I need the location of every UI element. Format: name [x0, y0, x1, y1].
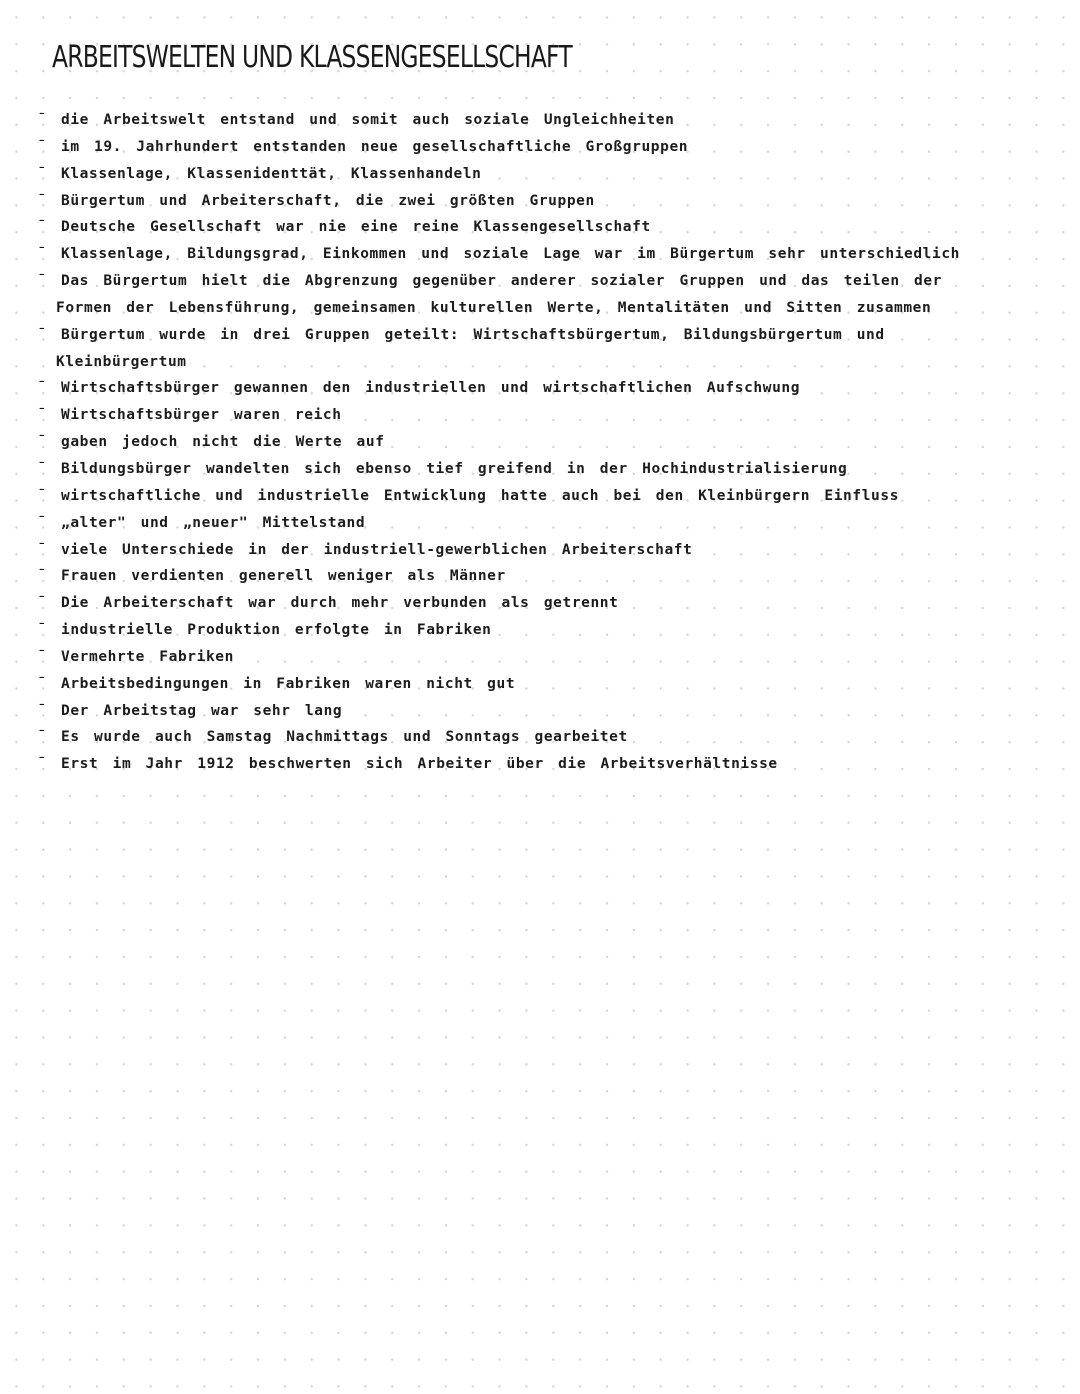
note-bullet-line: [0, 510, 1080, 537]
dash-bullet-icon: ˉ: [38, 244, 47, 263]
note-text: wirtschaftliche und industrielle Entwicklung hatte auch bei den Kleinbürgern Einfluss: [61, 487, 900, 504]
dash-bullet-icon: ˉ: [38, 727, 47, 746]
dash-bullet-icon: ˉ: [38, 378, 47, 397]
note-continuation-line: [0, 295, 1080, 322]
dash-bullet-icon: ˉ: [38, 405, 47, 424]
dash-bullet-icon: ˉ: [38, 432, 47, 451]
note-text: Klassenlage, Klassenidenttät, Klassenhandeln: [61, 165, 482, 182]
note-text: Erst im Jahr 1912 beschwerten sich Arbeiter über die Arbeitsverhältnisse: [61, 756, 778, 773]
note-bullet-line: [0, 375, 1080, 402]
note-text: gaben jedoch nicht die Werte auf: [61, 434, 385, 451]
note-bullet-line: [0, 214, 1080, 241]
note-bullet-line: [0, 134, 1080, 161]
note-bullet-line: [0, 161, 1080, 188]
note-text: Das Bürgertum hielt die Abgrenzung gegenüber anderer sozialer Gruppen und das teilen der: [61, 273, 943, 290]
note-text: im 19. Jahrhundert entstanden neue gesellschaftliche Großgruppen: [61, 138, 689, 155]
note-bullet-line: [0, 483, 1080, 510]
note-bullet-line: [0, 590, 1080, 617]
note-text: „alter" und „neuer" Mittelstand: [61, 514, 366, 531]
note-continuation-line: [0, 349, 1080, 376]
note-bullet-line: [0, 698, 1080, 725]
dash-bullet-icon: ˉ: [38, 458, 47, 477]
dash-bullet-icon: ˉ: [38, 190, 47, 209]
note-text: Bürgertum und Arbeiterschaft, die zwei größten Gruppen: [61, 192, 595, 209]
dash-bullet-icon: ˉ: [38, 593, 47, 612]
page-title: ARBEITSWELTEN UND KLASSENGESELLSCHAFT: [52, 40, 572, 75]
dash-bullet-icon: ˉ: [38, 539, 47, 558]
note-bullet-line: [0, 644, 1080, 671]
note-text: Kleinbürgertum: [56, 353, 187, 370]
notes-list: [0, 107, 1080, 778]
note-text: Wirtschaftsbürger gewannen den industriellen und wirtschaftlichen Aufschwung: [61, 380, 801, 397]
note-text: Frauen verdienten generell weniger als Männer: [61, 568, 506, 585]
note-text: die Arbeitswelt entstand und somit auch soziale Ungleichheiten: [61, 112, 675, 128]
note-bullet-line: [0, 241, 1080, 268]
dash-bullet-icon: ˉ: [38, 700, 47, 719]
note-text: Vermehrte Fabriken: [61, 648, 234, 665]
note-text: Bürgertum wurde in drei Gruppen geteilt: Wirtschaftsbürgertum, Bildungsbürgertum und: [61, 326, 885, 343]
note-text: Wirtschaftsbürger waren reich: [61, 407, 342, 424]
note-text: industrielle Produktion erfolgte in Fabriken: [61, 622, 492, 639]
note-bullet-line: [0, 537, 1080, 564]
dash-bullet-icon: ˉ: [38, 163, 47, 182]
dash-bullet-icon: ˉ: [38, 566, 47, 585]
note-bullet-line: [0, 671, 1080, 698]
dash-bullet-icon: ˉ: [38, 485, 47, 504]
note-text: Deutsche Gesellschaft war nie eine reine Klassengesellschaft: [61, 219, 651, 236]
note-bullet-line: [0, 751, 1080, 778]
dash-bullet-icon: ˉ: [38, 136, 47, 155]
note-text: viele Unterschiede in der industriell-gewerblichen Arbeiterschaft: [61, 541, 693, 558]
note-bullet-line: [0, 188, 1080, 215]
note-bullet-line: [0, 322, 1080, 349]
note-text: Formen der Lebensführung, gemeinsamen kulturellen Werte, Mentalitäten und Sitten zusammen: [56, 299, 932, 316]
dash-bullet-icon: ˉ: [38, 754, 47, 773]
note-text: Es wurde auch Samstag Nachmittags und Sonntags gearbeitet: [61, 729, 628, 746]
note-text: Klassenlage, Bildungsgrad, Einkommen und soziale Lage war im Bürgertum sehr unterschiedlich: [61, 246, 961, 263]
note-bullet-line: [0, 456, 1080, 483]
note-bullet-line: [0, 724, 1080, 751]
dash-bullet-icon: ˉ: [38, 512, 47, 531]
dash-bullet-icon: ˉ: [38, 217, 47, 236]
dash-bullet-icon: ˉ: [38, 110, 47, 128]
note-bullet-line: [0, 402, 1080, 429]
dash-bullet-icon: ˉ: [38, 620, 47, 639]
dash-bullet-icon: ˉ: [38, 673, 47, 692]
note-bullet-line: [0, 563, 1080, 590]
note-text: Der Arbeitstag war sehr lang: [61, 702, 343, 719]
note-bullet-line: [0, 107, 1080, 134]
dash-bullet-icon: ˉ: [38, 646, 47, 665]
note-text: Arbeitsbedingungen in Fabriken waren nicht gut: [61, 675, 516, 692]
dash-bullet-icon: ˉ: [38, 324, 47, 343]
note-text: Bildungsbürger wandelten sich ebenso tief greifend in der Hochindustrialisierung: [61, 460, 848, 477]
note-bullet-line: [0, 617, 1080, 644]
note-text: Die Arbeiterschaft war durch mehr verbunden als getrennt: [61, 595, 619, 612]
note-bullet-line: [0, 429, 1080, 456]
dash-bullet-icon: ˉ: [38, 271, 47, 290]
note-bullet-line: [0, 268, 1080, 295]
